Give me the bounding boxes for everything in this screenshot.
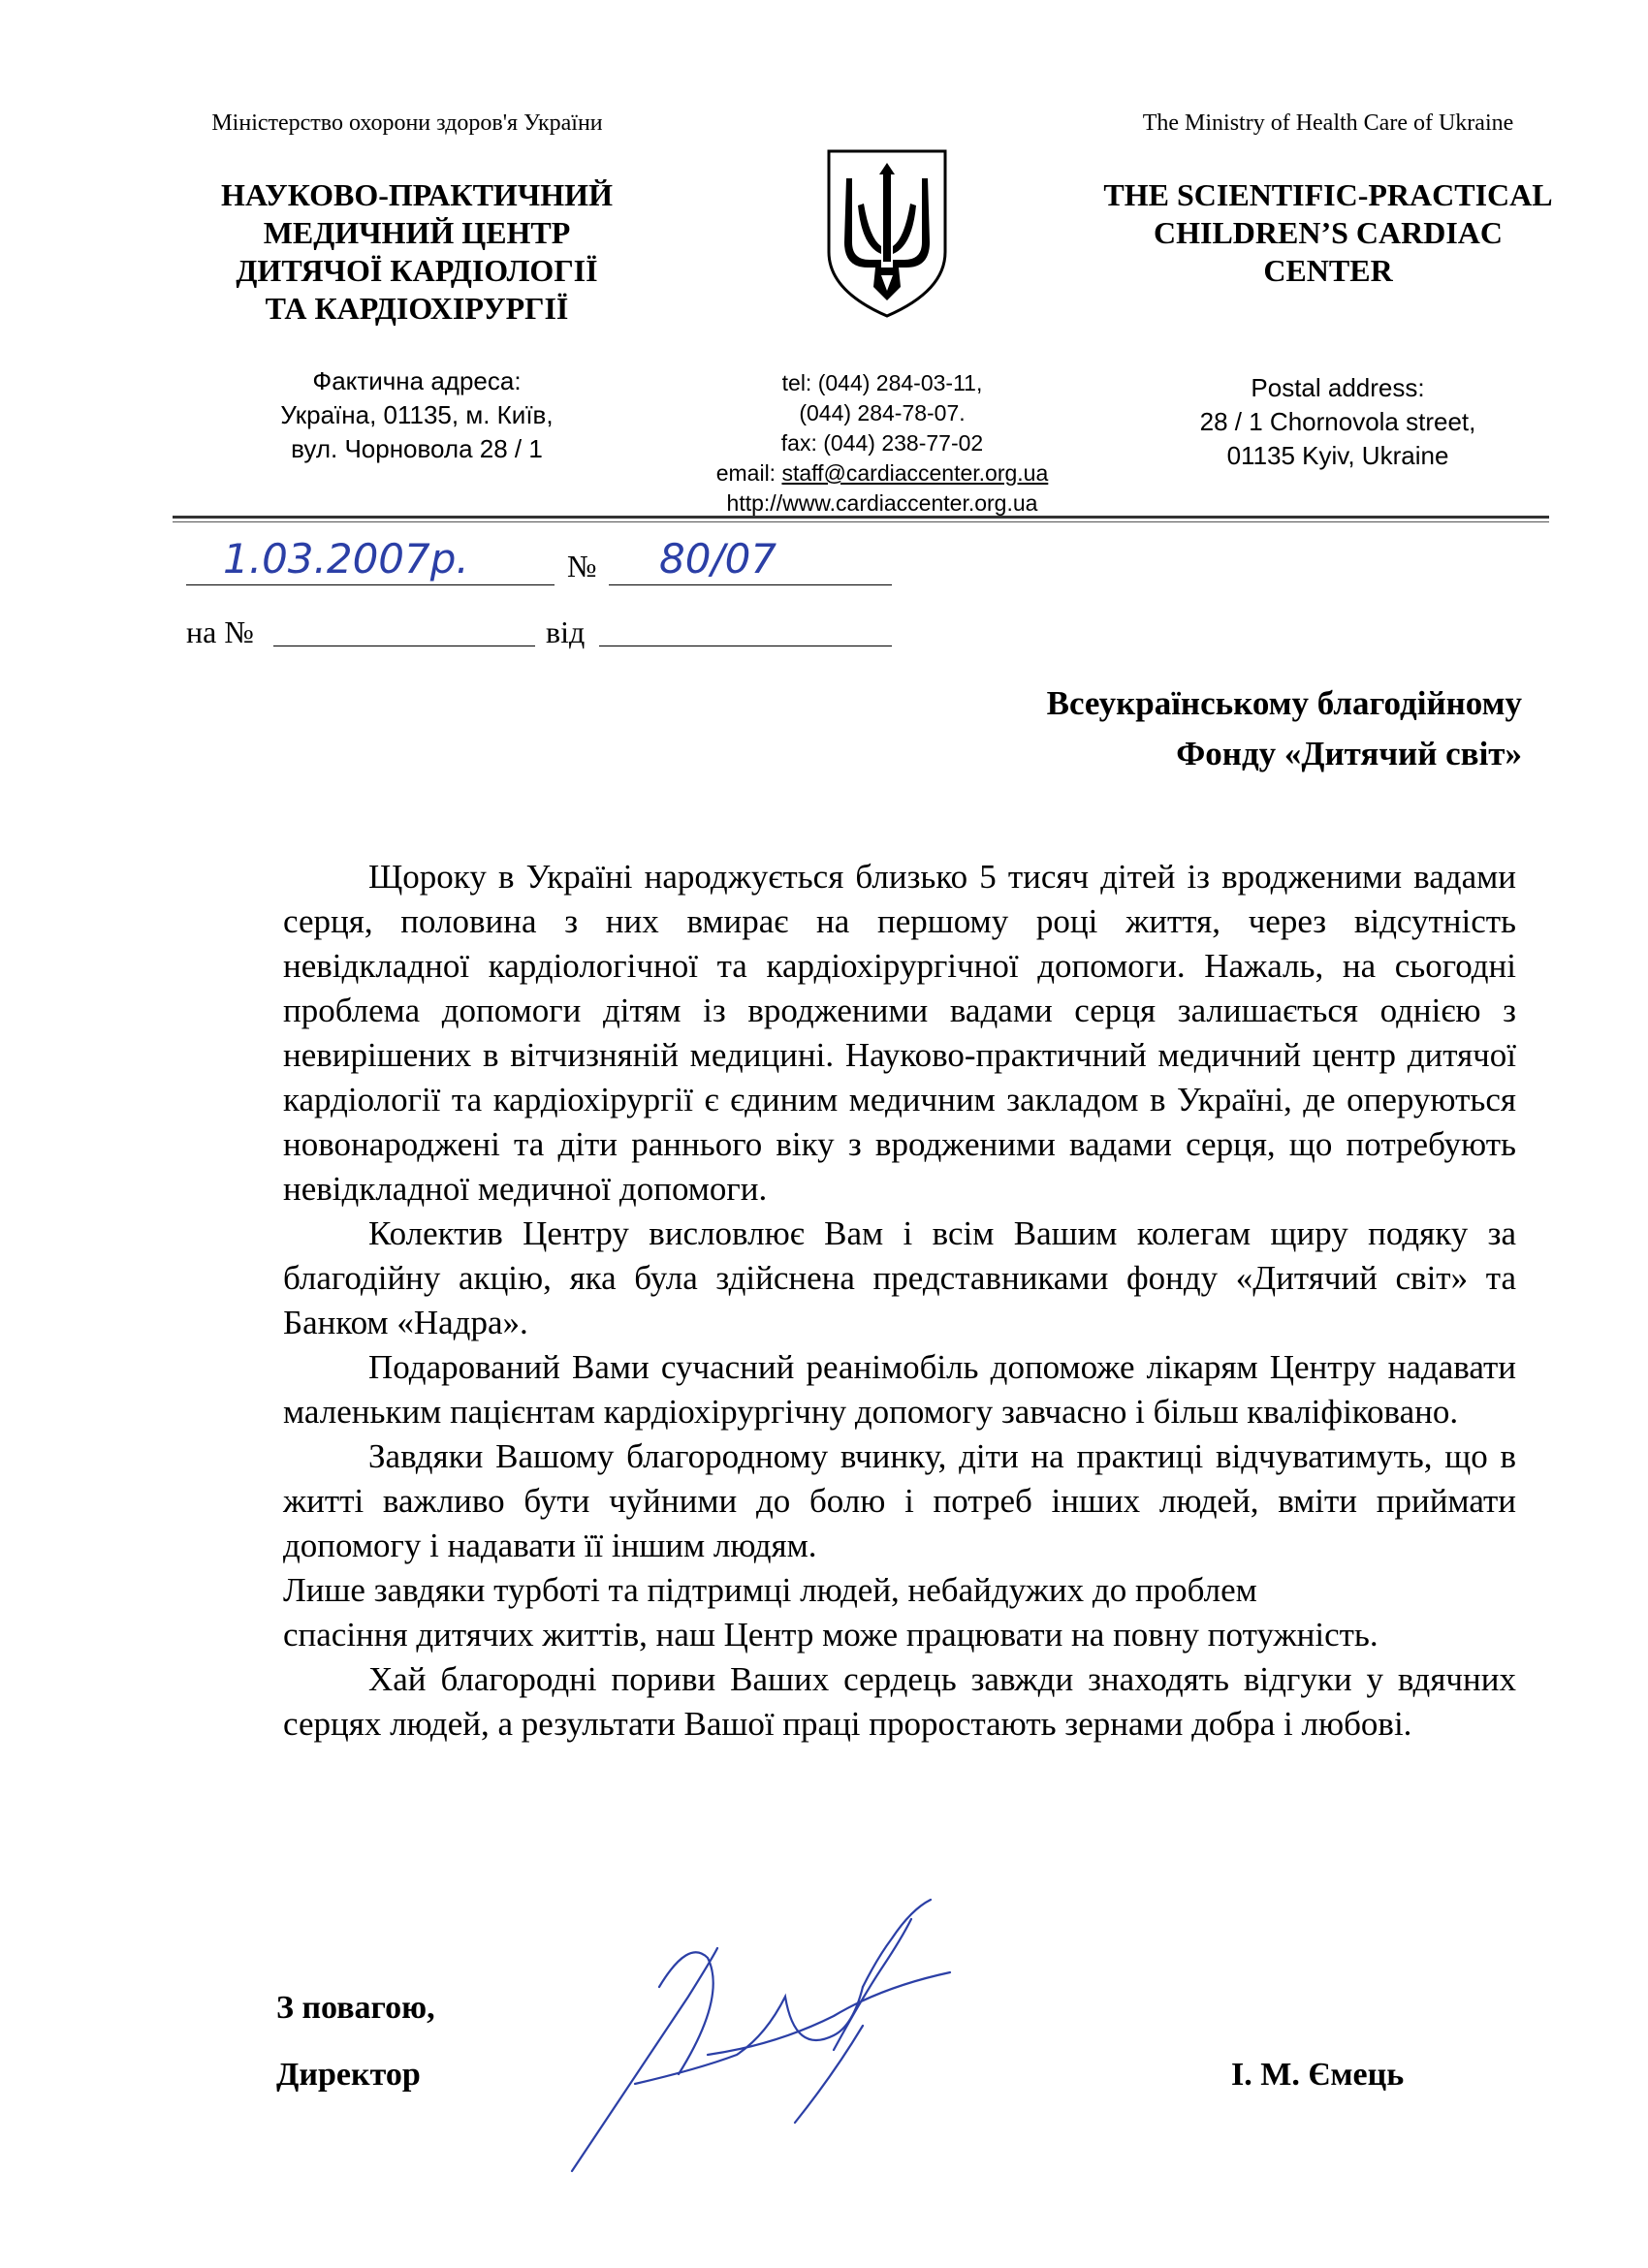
org-name-uk: НАУКОВО-ПРАКТИЧНИЙ МЕДИЧНИЙ ЦЕНТР ДИТЯЧОЇ КАРДІОЛОГІЇ ТА КАРДІОХІРУРГІЇ	[221, 177, 613, 326]
header-rule-thick	[173, 516, 1549, 519]
addressee: Всеукраїнському благодійному Фонду «Дитячий світ»	[1046, 684, 1522, 772]
tel-2: (044) 284-78-07.	[799, 400, 966, 425]
paragraph-5-line-1: Лише завдяки турботі та підтримці людей, небайдужих до проблем	[283, 1571, 1257, 1609]
paragraph-2: Колектив Центру висловлює Вам і всім Вашим колегам щиру подяку за благодійну акцію, яка була здійснена представниками фонду «Дитячий світ» та Банком «Надра».	[283, 1214, 1516, 1341]
tel-1: tel: (044) 284-03-11,	[781, 370, 983, 395]
reply-to-label: на №	[186, 614, 254, 649]
trident-coat-of-arms-icon	[819, 145, 955, 320]
letter-body	[283, 855, 1516, 1747]
org-name-en: THE SCIENTIFIC-PRACTICAL CHILDREN’S CARDIAC CENTER	[1103, 177, 1553, 288]
signatory-name: І. М. Ємець	[1231, 2057, 1405, 2093]
from-label: від	[546, 614, 586, 649]
contacts-block	[679, 368, 1086, 519]
paragraph-4: Завдяки Вашому благородному вчинку, діти на практиці відчуватимуть, що в житті важливо бути чуйними до болю і потреб інших людей, вміти приймати допомогу і надавати її іншим людям.	[283, 1437, 1516, 1564]
website-link[interactable]: http://www.cardiaccenter.org.ua	[726, 490, 1038, 516]
address-uk: Фактична адреса: Україна, 01135, м. Київ, вул. Чорновола 28 / 1	[280, 366, 554, 463]
paragraph-6: Хай благородні пориви Ваших сердець завжди знаходять відгуки у вдячних серцях людей, а результати Вашої праці проростають зернами добра і любові.	[283, 1660, 1516, 1743]
number-sign: №	[567, 549, 597, 583]
closing-regards: З повагою,	[276, 1990, 435, 2026]
handwritten-signature	[543, 1880, 998, 2190]
paragraph-5-line-2: спасіння дитячих життів, наш Центр може працювати на повну потужність.	[283, 1616, 1379, 1654]
header-rule-thin	[173, 521, 1549, 522]
email-link[interactable]: staff@cardiaccenter.org.ua	[781, 460, 1049, 486]
fax: fax: (044) 238-77-02	[780, 430, 984, 456]
number-underline	[609, 584, 892, 585]
date-underline	[186, 584, 555, 585]
email-line: email: staff@cardiaccenter.org.ua	[715, 460, 1049, 486]
date-handwritten: 1.03.2007р.	[223, 535, 469, 583]
paragraph-3: Подарований Вами сучасний реанімобіль допоможе лікарям Центру надавати маленьким пацієнтам кардіохірургічну допомогу завчасно і більш кваліфіковано.	[283, 1348, 1516, 1431]
closing-position: Директор	[276, 2057, 421, 2093]
paragraph-1: Щороку в Україні народжується близько 5 тисяч дітей із вродженими вадами серця, половина з них вмирає на першому році життя, через відсутність невідкладної кардіологічної та кардіохірургічної допомоги. Нажаль, на сьогодні проблема допомоги дітям із вродженими вадами серця залишається однією з невирішених в вітчизняній медицині. Науково-практичний медичний центр дитячої кардіології та кардіохірургії є єдиним медичним закладом в Україні, де оперуються новонароджені та діти раннього віку з вродженими вадами серця, що потребують невідкладної медичної допомоги.	[283, 858, 1516, 1208]
address-en: Postal address: 28 / 1 Chornovola street, 01135 Kyiv, Ukraine	[1199, 373, 1476, 470]
ministry-name-uk: Міністерство охорони здоров'я України	[211, 110, 603, 136]
number-handwritten: 80/07	[659, 535, 777, 583]
ministry-name-en: The Ministry of Health Care of Ukraine	[1142, 110, 1514, 136]
